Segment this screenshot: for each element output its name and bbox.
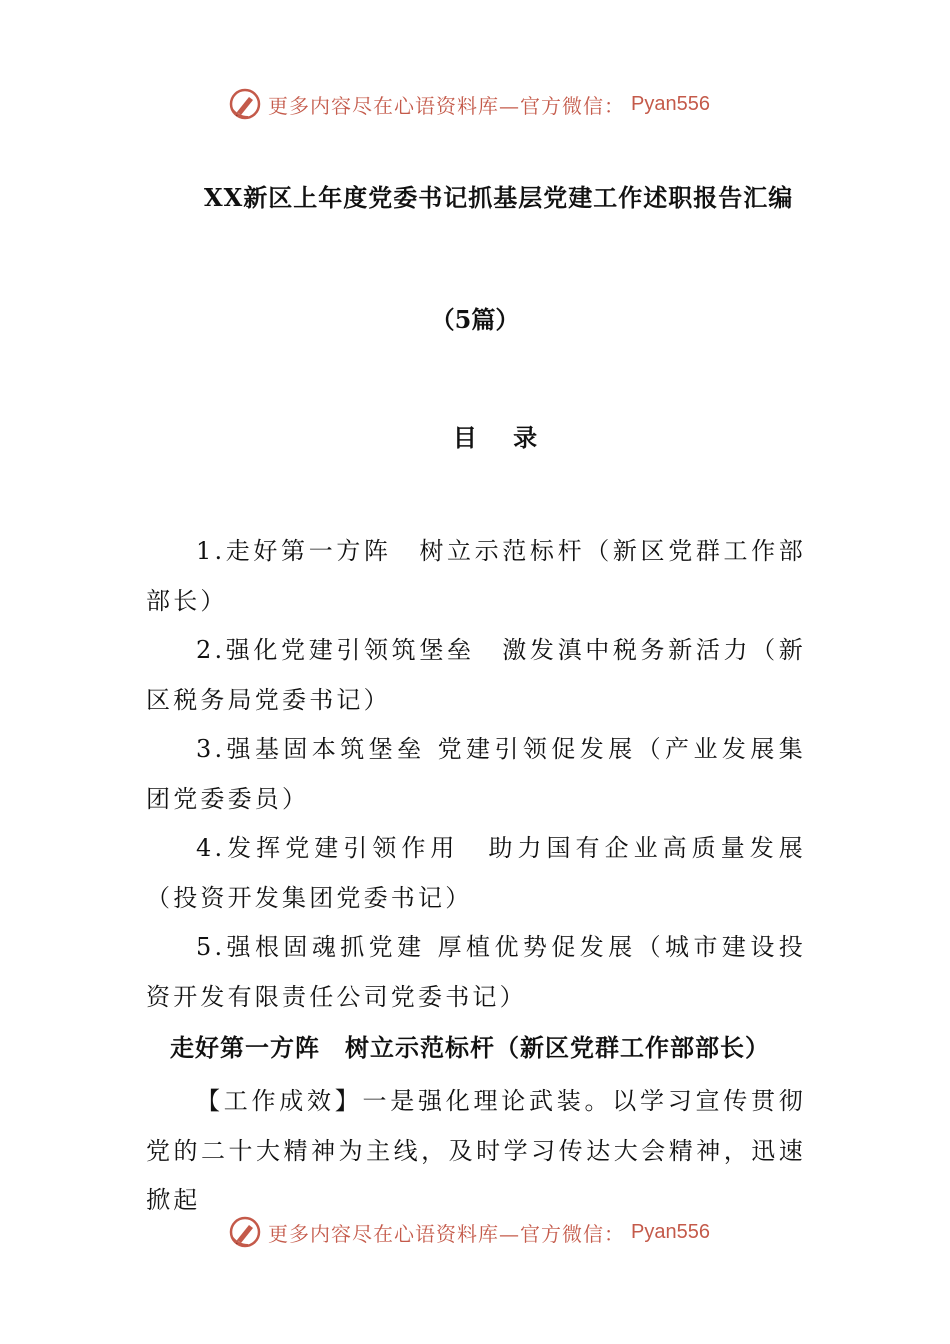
body-paragraph: 【工作成效】一是强化理论武装。以学习宣传贯彻党的二十大精神为主线，及时学习传达大会精神，迅速掀起 (146, 1087, 806, 1214)
pen-logo-icon (228, 87, 262, 121)
toc-heading: 目 录 (452, 423, 552, 452)
toc-item-3: 3.强基固本筑堡垒 党建引领促发展（产业发展集团党委委员） (146, 735, 806, 813)
watermark-header (228, 84, 748, 124)
toc-item-2: 2.强化党建引领筑堡垒 激发滇中税务新活力（新区税务局党委书记） (146, 636, 806, 714)
section-title: 走好第一方阵 树立示范标杆（新区党群工作部部长） (170, 1033, 770, 1062)
table-of-contents (146, 527, 806, 1022)
watermark-wechat-id: Pyan556 (631, 1220, 710, 1243)
watermark-text: 更多内容尽在心语资料库—官方微信： (268, 1221, 625, 1246)
watermark-footer (228, 1212, 748, 1252)
toc-item-4: 4.发挥党建引领作用 助力国有企业高质量发展（投资开发集团党委书记） (146, 834, 806, 912)
document-title: XX新区上年度党委书记抓基层党建工作述职报告汇编 (204, 183, 794, 212)
watermark-text: 更多内容尽在心语资料库—官方微信： (268, 93, 625, 118)
toc-item-1: 1.走好第一方阵 树立示范标杆（新区党群工作部部长） (146, 537, 806, 615)
document-subtitle: （5篇） (430, 305, 520, 334)
toc-item-5: 5.强根固魂抓党建 厚植优势促发展（城市建设投资开发有限责任公司党委书记） (146, 933, 806, 1011)
watermark-wechat-id: Pyan556 (631, 92, 710, 115)
pen-logo-icon (228, 1215, 262, 1249)
